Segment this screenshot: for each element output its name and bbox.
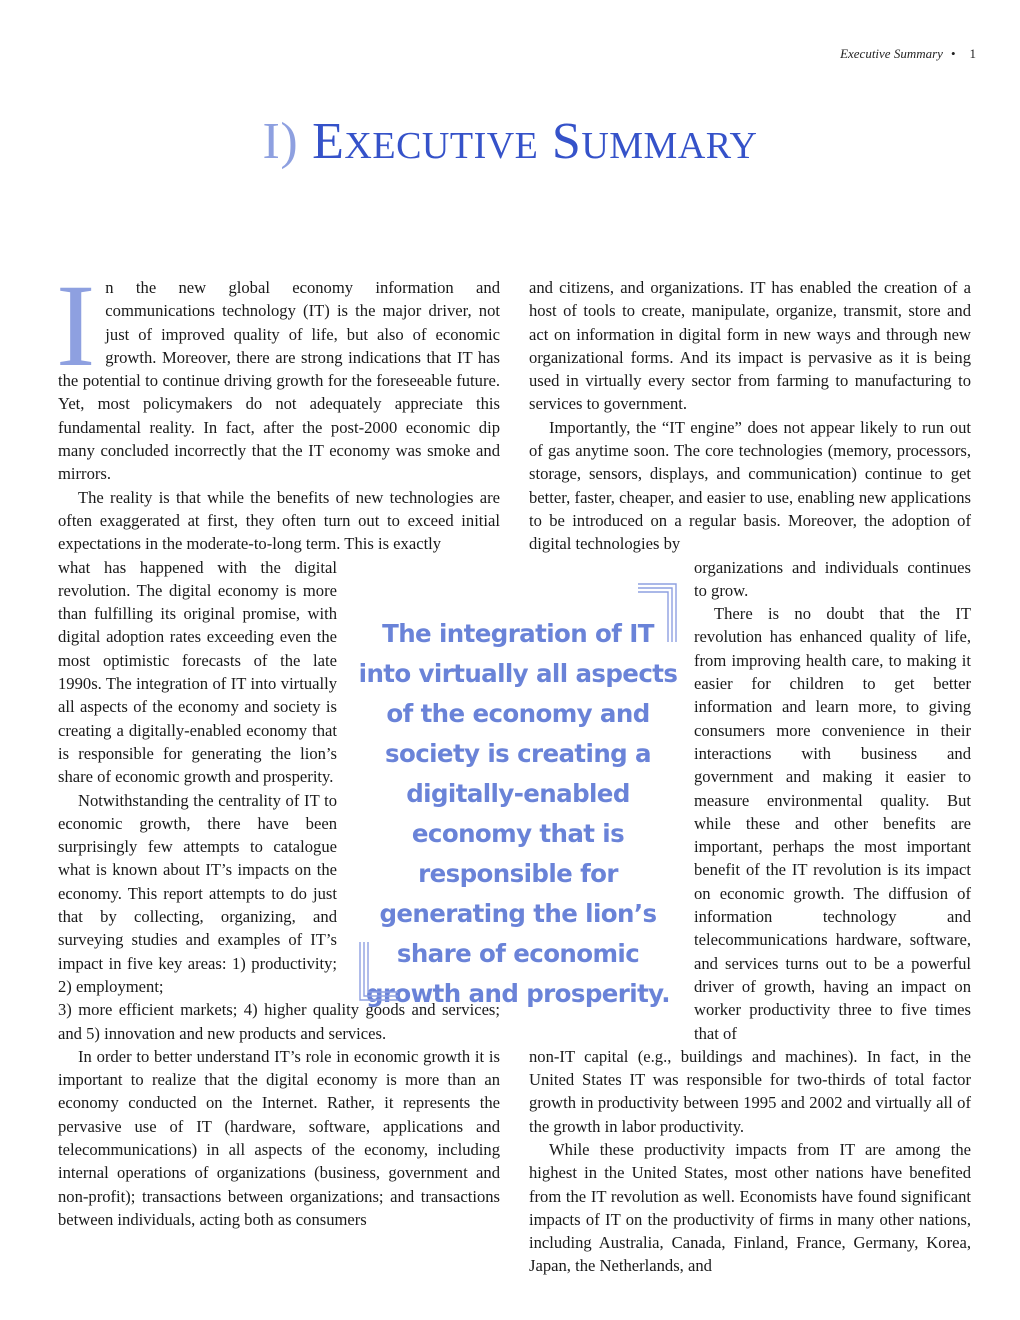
paragraph-2-full: The reality is that while the benefits of new technologies are often exaggerated at first, they often turn out to exceed initial expectations in the moderate-to-long term. This is exactly (58, 487, 500, 554)
title-initial-1: E (312, 113, 345, 170)
paragraph-1 (56, 260, 500, 486)
paragraph-7-narrow: There is no doubt that the IT revolution has enhanced quality of life, from improving health care, to making it easier for children to get better information and learn more, to giving consumers more convenience in their interactions with business and government and making it easier to measure environmental quality. But while these and other benefits are important, perhaps the most important benefit of the IT revolution is its impact on economic growth. The diffusion of information technology and telecommunications hardware, software, and services turns out to be a powerful driver of growth, having an impact on worker productivity three to five times that of (694, 604, 971, 1043)
chapter-numeral: I) (262, 113, 299, 170)
paragraph-7-full: non-IT capital (e.g., buildings and machines). In fact, in the United States IT was responsible for two-thirds of total factor growth in productivity between 1995 and 2002 and virtually all of the growth in labor productivity. (529, 1046, 971, 1136)
title-rest-2: UMMARY (581, 125, 758, 167)
title-rest-1: XECUTIVE (344, 125, 539, 167)
paragraph-1-text: n the new global economy information and communications technology (IT) is the major driver, not just of improved quality of life, but also of economic growth. Moreover, there are strong indications that IT has the potential to continue driving growth for the foreseeable future. Yet, most policymakers do not adequately appreciate this fundamental reality. In fact, after the post-2000 economic dip many concluded incorrectly that the IT economy was smoke and mirrors. (58, 278, 500, 484)
drop-cap: I (56, 260, 96, 391)
page-number: 1 (969, 46, 976, 61)
paragraph-6-narrow: organizations and individuals continues to grow. (694, 557, 971, 600)
running-title: Executive Summary (840, 46, 943, 61)
bullet-separator: • (950, 46, 956, 61)
paragraph-5: and citizens, and organizations. IT has enabled the creation of a host of tools to create, manipulate, organize, transmit, store and act on information in digital form in new ways and through new organizational forms. And its impact is pervasive as it is being used in virtually every sector from farming to manufacturing to services to government. (529, 278, 971, 414)
quote-bracket-bottom-left-icon (358, 942, 398, 1002)
paragraph-3-narrow: Notwithstanding the centrality of IT to economic growth, there have been surprisingly few attempts to catalogue what is known about IT’s impacts on the economy. This report attempts to do just that by collecting, organizing, and surveying studies and examples of IT’s impact in five key areas: 1) productivity; 2) employment; (58, 790, 337, 996)
title-initial-2: S (551, 113, 582, 170)
pull-quote (358, 582, 678, 1008)
wrapped-text-block (58, 556, 337, 999)
paragraph-8: While these productivity impacts from IT are among the highest in the United States, most other nations have benefited from the IT revolution as well. Economists have found significant impacts of IT on the productivity of firms in many other nations, including Australia, Canada, Finland, France, Germany, Korea, Japan, the Netherlands, and (529, 1139, 971, 1276)
paragraph-2-narrow: what has happened with the digital revolution. The digital economy is more than fulfilling its original promise, with digital adoption rates exceeding even the most optimistic forecasts of the late 1990s. The integration of IT into virtually all aspects of the economy and society is creating a digitally-enabled economy that is responsible for generating the lion’s share of economic growth and prosperity. (58, 557, 337, 787)
paragraph-6-full: Importantly, the “IT engine” does not appear likely to run out of gas anytime soon. The core technologies (memory, processors, storage, sensors, displays, and communication) continue to get better, faster, cheaper, and easier to use, enabling new applications to be introduced on a regular basis. Moreover, the adoption of digital technologies by (529, 417, 971, 554)
chapter-title (0, 112, 1020, 171)
pull-quote-text: The integration of IT into virtually all aspects of the economy and society is creating a digitally-enabled economy that is responsible for generating the lion’s share of economic growth and prosperity. (358, 619, 678, 1008)
paragraph-3-full: 3) more efficient markets; 4) higher quality goods and services; and 5) innovation and new products and services. (58, 1000, 500, 1043)
running-header (840, 46, 976, 62)
paragraph-4: In order to better understand IT’s role in economic growth it is important to realize that the digital economy is more than an economy conducted on the Internet. Rather, it represents the pervasive use of IT (hardware, software, applications and telecommunications) in all aspects of the economy, including internal operations of organizations (business, government and non-profit); transactions between organizations; and transactions between individuals, acting both as consumers (58, 1046, 500, 1229)
